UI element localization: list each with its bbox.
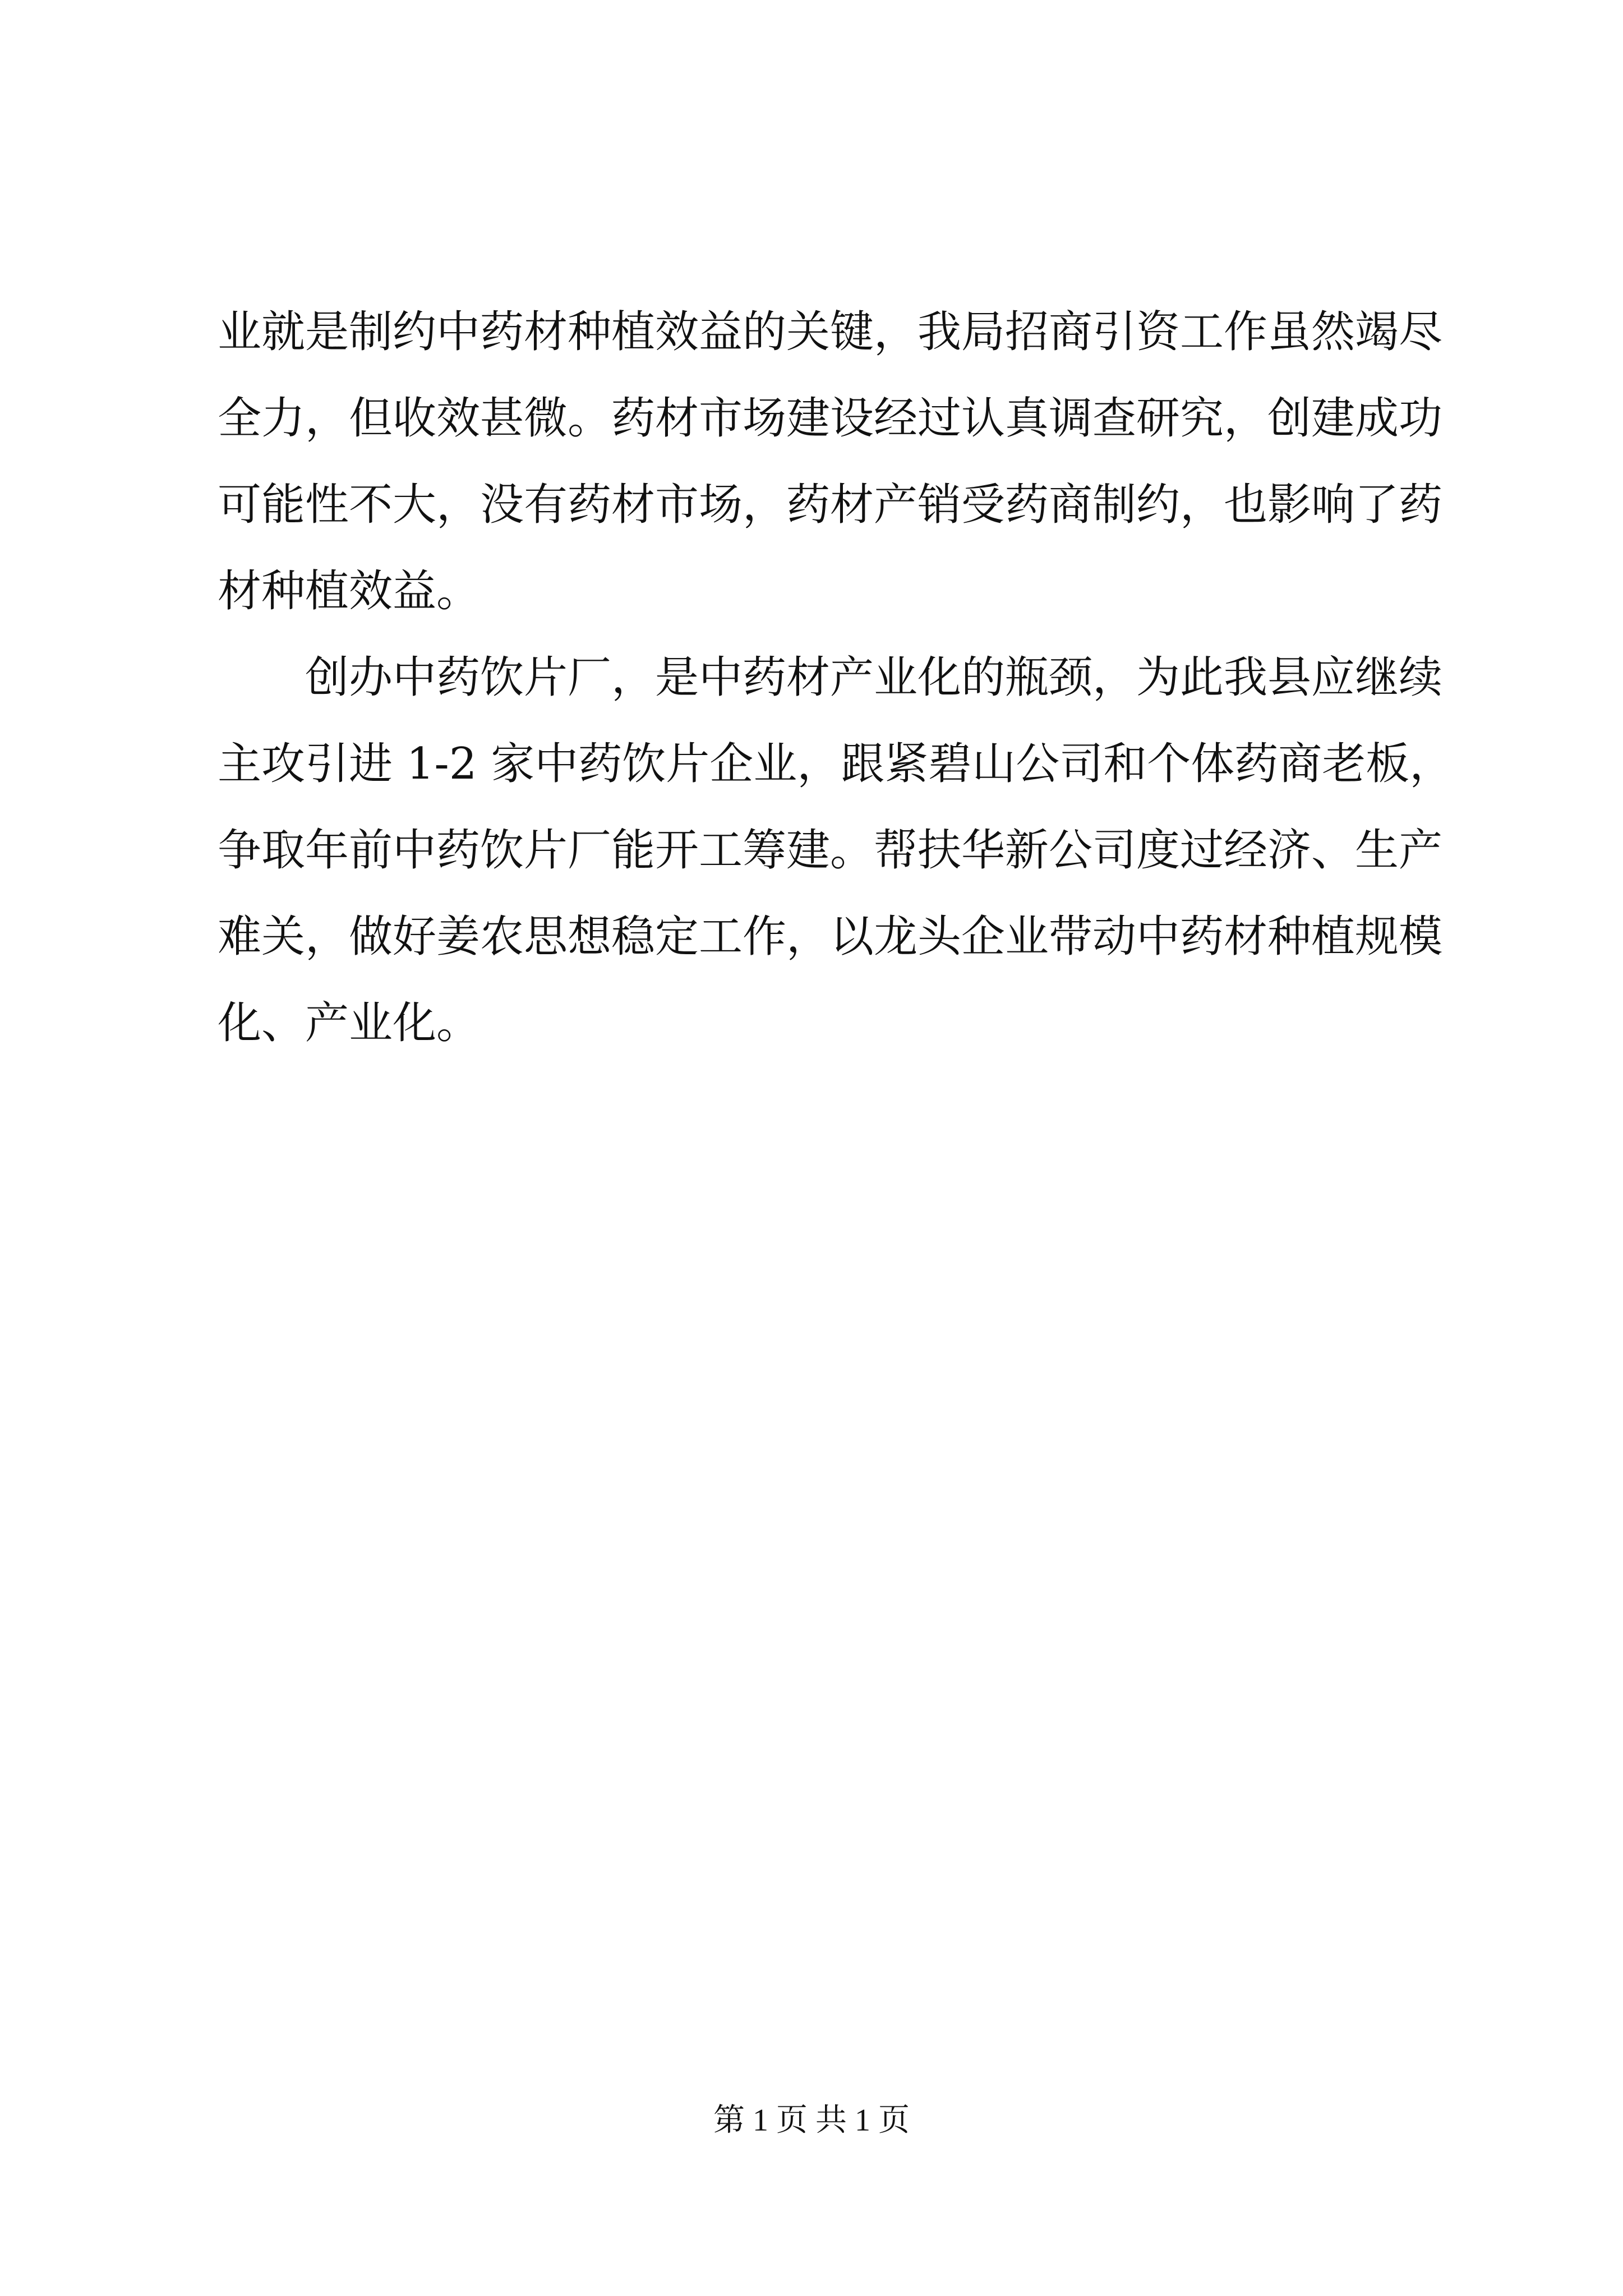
paragraph-main [218, 634, 1454, 1066]
page-number-label: 第 1 页 共 1 页 [713, 2103, 910, 2138]
text-line: 难关，做好姜农思想稳定工作，以龙头企业带动中药材种植规模 [218, 912, 1443, 962]
text-line: 业就是制约中药材种植效益的关键，我局招商引资工作虽然竭尽 [218, 307, 1443, 357]
page-footer [0, 2098, 1623, 2143]
paragraph-continuation [218, 289, 1443, 634]
text-line: 化、产业化。 [218, 998, 481, 1048]
text-line: 主攻引进 1-2 家中药饮片企业，跟紧碧山公司和个体药商老板， [218, 739, 1454, 789]
text-line: 创办中药饮片厂，是中药材产业化的瓶颈，为此我县应继续 [305, 652, 1443, 703]
text-line: 可能性不大，没有药材市场，药材产销受药商制约，也影响了药 [218, 480, 1443, 530]
text-line: 争取年前中药饮片厂能开工筹建。帮扶华新公司度过经济、生产 [218, 825, 1443, 876]
text-line: 全力，但收效甚微。药材市场建设经过认真调查研究，创建成功 [218, 393, 1443, 444]
text-line: 材种植效益。 [218, 566, 481, 616]
document-body [218, 289, 1454, 1066]
